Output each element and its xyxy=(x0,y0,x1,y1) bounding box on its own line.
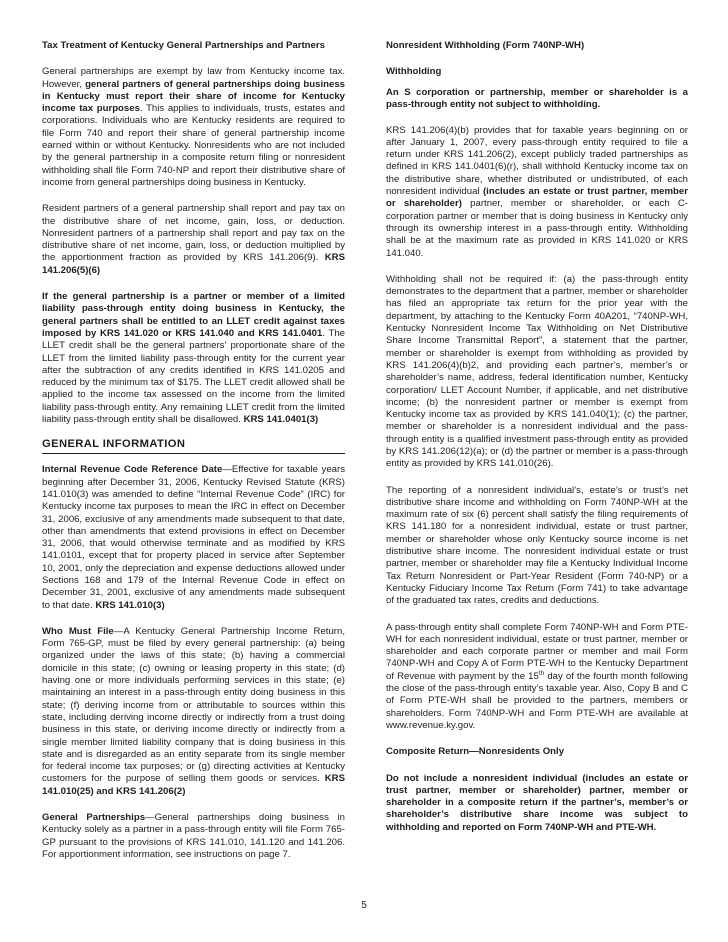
composite-return-label: Composite Return—Nonresidents Only xyxy=(386,746,565,758)
text-run: day of the fourth month following the close of the pass-through entity’s taxable year. Also, Copy B and C of Form PTE-WH shall be provided to the partners, members or shareholders. Form 740NP-WH and Form PTE-WH are available at www.revenue.ky.gov. xyxy=(386,670,688,731)
llet-credit-paragraph xyxy=(42,291,345,426)
section-heading-general-information: GENERAL INFORMATION xyxy=(42,438,345,454)
withholding-intro: An S corporation or partnership, member or shareholder is a pass-through entity not subject to withholding. xyxy=(386,86,688,111)
page-number: 5 xyxy=(361,900,367,911)
irc-reference-paragraph xyxy=(42,464,345,612)
bold-run: general partners of general partnerships doing business in Kentucky must report their share of income for Kentucky income tax purposes xyxy=(42,78,345,115)
text-run: A pass-through entity shall complete Form 740NP-WH and Form PTE-WH for each nonresident individual, estate or trust partner, member or shareholder and each corporate partner or member and mail Form 740NP-WH and Copy A of Form PTE-WH to the Kentucky Department of Revenue with payment by the 15 xyxy=(386,621,688,682)
left-title: Tax Treatment of Kentucky General Partnerships and Partners xyxy=(42,40,325,51)
withholding-label: Withholding xyxy=(386,66,442,78)
right-title: Nonresident Withholding (Form 740NP-WH) xyxy=(386,40,585,51)
right-column xyxy=(386,40,688,842)
reporting-paragraph: The reporting of a nonresident individual’s, estate’s or trust’s net distributive share income and withholding on Form 740NP-WH at the maximum rate of six (6) percent shall satisfy the filing requirements of KRS 141.180 for a nonresident individual, estate or trust partner, member or shareholder whose only Kentucky source income is net distributive share income. The nonresident individual estate or trust partner, member or shareholder may file a Kentucky Individual Income Tax Return Nonresident or Part-Year Resident (Form 740-NP) or a Kentucky Fiduciary Income Tax Return (Form 741) to take advantage of the graduated tax rates, credits and deductions. xyxy=(386,484,688,607)
text-run: General partnerships are exempt by law from Kentucky income tax. However, xyxy=(42,66,345,90)
bold-run: (includes an estate or trust partner, member or shareholder) xyxy=(386,186,688,210)
text-run: . The LLET credit shall be the general partners’ proportionate share of the LLET from the limited liability pass-through entity for the current year after the subtraction of any credits identified in KRS 141.0205 and reduced by the minimum tax of $175. The LLET credit allowed shall be applied to the income tax assessed on the income from the limited liability pass-through entity. Any remaining LLET credit from the limited liability pass-through entity shall be disallowed. xyxy=(42,327,345,426)
text-run: —A Kentucky General Partnership Income Return, Form 765-GP, must be filed by every general partnership: (a) being organized under the laws of this state; (b) having a commercial domicile in this state; (c) owning or leasing property in this state; (d) having one or more individuals performing services in this state; (e) maintaining an interest in a pass-through entity doing business in this state; (f) deriving income from or attributable to sources within this state, including deriving income directly or indirectly from a trust doing business in this state, or deriving income directly or indirectly from a single member limited liability company that is doing business in this state and is disregarded as an entity separate from its single member for federal income tax purposes; or (g) directing activities at Kentucky customers for the purpose of selling them goods or services. xyxy=(42,625,345,785)
composite-return-text: Do not include a nonresident individual (includes an estate or trust partner, member or shareholder) partner, member or shareholder in a composite return if the partner’s, member’s or shareholder’s distributive share income was subject to withholding and reported on Form 740NP-WH and PTE-WH. xyxy=(386,772,688,833)
resident-partners-paragraph xyxy=(42,203,345,277)
paragraph-label: Who Must File xyxy=(42,625,114,637)
general-partnerships-paragraph xyxy=(42,812,345,861)
withholding-exemptions-paragraph: Withholding shall not be required if: (a) the pass-through entity demonstrates to the department that a partner, member or shareholder has filed an appropriate tax return for the prior year with the department, by attaching to the Kentucky Form 40A201, “740NP-WH, Kentucky Nonresident Income Tax Withholding on Net Distributive Share Income Transmittal Report”, a statement that the partner, member or shareholder is exempt from withholding as provided by KRS 141.206(4)(b)2, and providing each partner’s, member’s or shareholder’s name, address, federal identification number, Kentucky corporation/ LLET Account Number, if applicable, and net distributive income; (b) the nonresident partner or member is exempt from Kentucky income tax as provided by KRS 141.040(1); (c) the partner, member or shareholder is a nonresident individual and the pass-through entity is a qualified investment pass-through entity as provided by KRS 141.206(12)(a); or (d) the partner or member is a pass-through entity as provided by KRS 141.010(26). xyxy=(386,273,688,470)
bold-run: If the general partnership is a partner or member of a limited liability pass-through entity doing business in Kentucky, the general partners shall be entitled to an LLET credit against taxes imposed by KRS 141.020 or KRS 141.040 and KRS 141.0401 xyxy=(42,291,345,339)
paragraph-label: Internal Revenue Code Reference Date xyxy=(42,464,223,476)
text-run: —Effective for taxable years beginning after December 31, 2006, Kentucky Revised Statute (KRS) 141.010(3) was amended to define “Internal Revenue Code” (IRC) for Kentucky income tax purposes to mean the IRC in effect on December 31, 2006, exclusive of any amendments made subsequent to that date, other than amendments that extend provisions in effect on December 31, 2006, that would otherwise terminate and as modified by KRS 141.0101, except that for property placed in service after September 10, 2001, only the depreciation and expense deductions allowed under Sections 168 and 179 of the Internal Revenue Code in effect on December 31, 2001, exclusive of any amendments made subsequent to that date. xyxy=(42,464,345,611)
citation: KRS 141.010(25) and KRS 141.206(2) xyxy=(42,773,345,797)
filing-forms-paragraph xyxy=(386,622,688,733)
gp-exempt-paragraph xyxy=(42,66,345,189)
citation: KRS 141.206(5)(6) xyxy=(42,252,345,276)
text-run: Resident partners of a general partnership shall report and pay tax on the distributive share of net income, gain, loss, or deduction. Nonresident partners of a partnership shall report and pay tax on the distributive share of net income, gain, loss, or deduction multiplied by the apportionment fraction as provided by KRS 141.206(9). xyxy=(42,203,345,264)
who-must-file-paragraph xyxy=(42,626,345,798)
left-column xyxy=(42,40,345,870)
text-run: —General partnerships doing business in Kentucky solely as a partner in a pass-through entity will file Form 765-GP pursuant to the provisions of KRS 141.010, 141.120 and 141.206. For apportionment information, see instructions on page 7. xyxy=(42,812,345,860)
withholding-paragraph xyxy=(386,125,688,260)
text-run: partner, member or shareholder, or each C-corporation partner or member that is doing business in Kentucky only through its ownership interest in a pass-through entity. Withholding shall be at the maximum rate as provided in KRS 141.020 or KRS 141.040. xyxy=(386,198,689,259)
superscript: th xyxy=(538,669,545,677)
citation: KRS 141.010(3) xyxy=(95,599,165,611)
paragraph-label: General Partnerships xyxy=(42,812,146,824)
text-run: . This applies to individuals, trusts, estates and corporations. Individuals who are Kentucky residents are required to file Form 740 and report their share of general partnership income earned within or without Kentucky. Nonresidents who are not included by the general partnership in a composite return filing or nonresident withholding shall file Form 740-NP and report their distributive share of income from general partnerships doing business in Kentucky. xyxy=(42,103,346,188)
text-run: KRS 141.206(4)(b) provides that for taxable years beginning on or after January 1, 2007, every pass-through entity required to file a return under KRS 141.206(2), except publicly traded partnerships as defined in KRS 141.0401(6)(r), shall withhold Kentucky income tax on the distributive share, whether distributed or undistributed, of each nonresident individual xyxy=(386,124,688,198)
citation: KRS 141.0401(3) xyxy=(243,414,319,426)
